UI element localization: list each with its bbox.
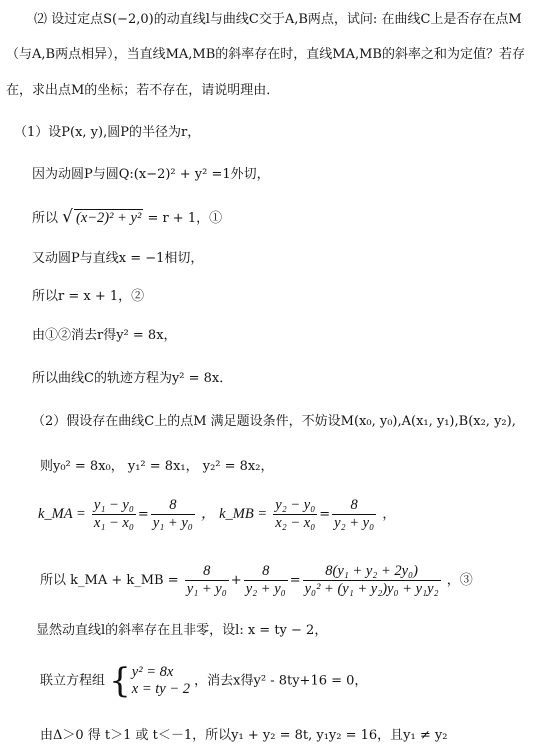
solution-text-9: 则y₀² = 8x₀， y₁² = 8x₁， y₂² = 8x₂， (40, 459, 274, 474)
solution-line-3 (32, 208, 222, 228)
slope-sum: 所以 k_MA + k_MB = $\frac{8}{\text{y₁ + y₀}}$ + $\frac{8}{\text{y₂ + y₀}}$ = $\frac{\text{8(y₁ + y₂ + 2y₀)}}{\text{y₀² + (y₁ + y₂)y₀ + y₁y₂}}$ ，③ (40, 563, 473, 597)
solution-line-6 (32, 327, 177, 345)
sqrt-radicand: (x−2)² + y² (76, 210, 142, 226)
sqrt-icon: √ (62, 207, 73, 227)
fraction-3-denominator: x₂ − x₀ (275, 515, 316, 531)
solution-line-2 (32, 166, 270, 184)
problem-text-3: 在，求出点M的坐标；若不存在，请说明理由． (6, 83, 280, 98)
solution-line-1 (14, 124, 200, 142)
solution-line-8 (32, 413, 516, 431)
solution-line-5 (32, 288, 144, 306)
fraction-2-denominator: y₁ + y₀ (152, 515, 193, 531)
problem-text-1: ⑵ 设过定点S(−2,0)的动直线l与曲线C交于A,B两点，试问: 在曲线C上是否存在点M (34, 12, 522, 27)
solution-line-14 (40, 727, 447, 745)
sum-fraction-1-denominator: y₁ + y₀ (186, 581, 227, 597)
fraction-1-denominator: x₁ − x₀ (93, 515, 134, 531)
solution-text-3-prefix: 所以 (32, 211, 59, 226)
system-prefix: 联立方程组 (40, 673, 106, 689)
fraction-1 (92, 497, 136, 532)
solution-text-8: （2）假设存在曲线C上的点M 满足题设条件，不妨设M(x₀, y₀),A(x₁, y₁),B(x₂, y₂), (32, 414, 516, 429)
fraction-4 (332, 497, 376, 532)
fraction-2-numerator: 8 (151, 497, 195, 515)
k-mb-label: ， k_MB = (200, 506, 268, 522)
slope-sum-end: ，③ (446, 573, 473, 588)
k-ma-label: k_MA = (38, 506, 86, 522)
system-eq-1: y² = 8x (131, 664, 174, 680)
problem-line-2 (6, 46, 525, 64)
solution-text-3-suffix: = r + 1，① (147, 211, 223, 226)
fraction-3-numerator: y₂ − y₀ (275, 497, 316, 513)
solution-line-4 (32, 250, 203, 268)
fraction-3 (273, 497, 317, 532)
solution-line-9 (40, 458, 273, 476)
problem-line-1 (34, 11, 522, 29)
solution-text-6: 由①②消去r得y² = 8x， (32, 328, 177, 343)
slope-definitions: k_MA = $\frac{\text{y₁ − y₀}}{\text{x₁ − x₀}}$ = $\frac{8}{\text{y₁ + y₀}}$ ， k_MB = $\frac{\text{y₂ − y₀}}{\text{x₂ − x₀}}$ = $\frac{8}{\text{y₂ + y₀}}$ ， (38, 497, 396, 531)
solution-text-4: 又动圆P与直线x = −1相切， (32, 251, 204, 266)
solution-text-1: （1）设P(x, y),圆P的半径为r， (14, 125, 201, 140)
sum-fraction-2 (244, 563, 288, 598)
slope-definitions-end: ， (382, 507, 396, 522)
system-suffix: ，消去x得y² - 8ty+16 = 0， (194, 673, 368, 689)
fraction-2 (151, 497, 195, 532)
fraction-4-numerator: 8 (332, 497, 376, 515)
fraction-1-numerator: y₁ − y₀ (93, 497, 134, 513)
sum-fraction-3-numerator: 8(y₁ + y₂ + 2y₀) (303, 563, 441, 581)
solution-line-7 (32, 370, 232, 388)
solution-text-5: 所以r = x + 1，② (32, 289, 145, 304)
system-equations (132, 664, 190, 698)
fraction-4-denominator: y₂ + y₀ (334, 515, 375, 531)
sum-fraction-3 (303, 563, 441, 598)
left-brace-icon: { (109, 661, 131, 701)
problem-text-2: （与A,B两点相异），当直线MA,MB的斜率存在时，直线MA,MB的斜率之和为定值？若存 (6, 47, 525, 62)
equation-system (40, 661, 368, 701)
sum-fraction-1-numerator: 8 (185, 563, 229, 581)
solution-text-12: 显然动直线l的斜率存在且非零，设l: x = ty − 2， (36, 623, 328, 638)
sum-fraction-2-numerator: 8 (244, 563, 288, 581)
system-eq-2: x = ty − 2 (131, 681, 191, 697)
solution-line-12 (36, 622, 327, 640)
problem-line-3 (6, 82, 279, 100)
solution-text-2: 因为动圆P与圆Q:(x−2)² + y² =1外切， (32, 167, 270, 182)
sum-fraction-1 (185, 563, 229, 598)
slope-sum-prefix: 所以 k_MA + k_MB = (40, 573, 179, 588)
sum-fraction-3-denominator: y₀² + (y₁ + y₂)y₀ + y₁y₂ (304, 581, 439, 597)
solution-text-14: 由Δ＞0 得 t＞1 或 t＜－1，所以y₁ + y₂ = 8t, y₁y₂ = 16，且y₁ ≠ y₂ (40, 728, 448, 743)
solution-text-7: 所以曲线C的轨迹方程为y² = 8x． (32, 371, 233, 386)
sum-fraction-2-denominator: y₂ + y₀ (245, 581, 286, 597)
